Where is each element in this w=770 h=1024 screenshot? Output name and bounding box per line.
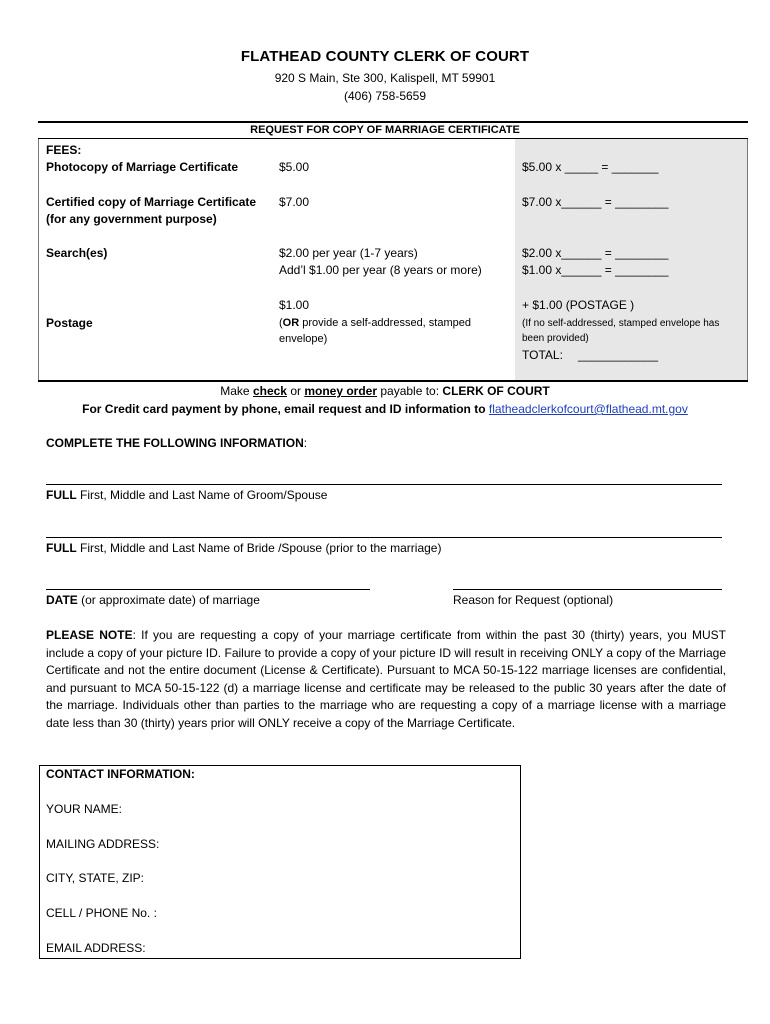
phone-label[interactable]: CELL / PHONE No. :: [46, 906, 157, 920]
top-rule: [38, 121, 748, 123]
fee-calc-postage: + $1.00 (POSTAGE ): [522, 298, 635, 312]
fee-label-photocopy: Photocopy of Marriage Certificate: [46, 160, 239, 174]
fee-label-search: Search(es): [46, 246, 108, 260]
reason-label: Reason for Request (optional): [453, 593, 614, 607]
fee-price-postage: $1.00: [279, 298, 310, 312]
money-order-text: money order: [304, 384, 378, 398]
payable-to-line: Make check or money order payable to: CLERK OF COURT: [220, 384, 550, 398]
fees-heading: FEES:: [46, 143, 82, 157]
please-note: PLEASE NOTE: If you are requesting a copy of your marriage certificate from within the past 30 (thirty) years, you MUST include a copy of your picture ID. Failure to provide a copy of your picture ID will result in receiving ONLY a copy of the Marriage Certificate and not the entire document (License & Certificate). Pursuant to MCA 50-15-122 marriage licenses are confidential, and pursuant to MCA 50-15-122 (d) a marriage license and certificate may be released to the public 30 years after the date of the marriage. Individuals other than parties to the marriage who are requesting a copy of a marriage license with a marriage date less than 30 (thirty) years prior will ONLY receive a copy of the Marriage Certificate.: [46, 628, 727, 730]
bride-name-label: FULL First, Middle and Last Name of Bride /Spouse (prior to the marriage): [46, 541, 442, 555]
credit-card-line: For Credit card payment by phone, email request and ID information to flatheadclerkofcourt@flathead.mt.gov: [82, 402, 688, 416]
fee-price-search-additional: Add’l $1.00 per year (8 years or more): [279, 263, 482, 277]
fee-price-postage-note-2: envelope): [279, 333, 328, 345]
fee-calc-postage-note: (If no self-addressed, stamped envelope has: [522, 318, 720, 329]
your-name-label[interactable]: YOUR NAME:: [46, 802, 123, 816]
fee-table-bottom-rule: [38, 380, 748, 382]
email-address-label[interactable]: EMAIL ADDRESS:: [46, 941, 146, 955]
groom-name-label: FULL First, Middle and Last Name of Groom/Spouse: [46, 488, 328, 502]
fee-price-certified: $7.00: [279, 195, 310, 209]
page-title: FLATHEAD COUNTY CLERK OF COURT: [240, 48, 530, 65]
bride-name-field[interactable]: [46, 537, 722, 538]
reason-field[interactable]: [453, 589, 722, 590]
fee-price-postage-note: (OR provide a self-addressed, stamped: [279, 317, 471, 329]
fee-calc-search-additional[interactable]: $1.00 x______ = ________: [522, 263, 669, 277]
contact-heading: CONTACT INFORMATION:: [46, 767, 195, 781]
total-label: TOTAL:: [522, 348, 563, 362]
fee-price-photocopy: $5.00: [279, 160, 310, 174]
total-field[interactable]: ____________: [578, 348, 659, 362]
contact-info-box: [39, 765, 521, 959]
info-heading: COMPLETE THE FOLLOWING INFORMATION:: [46, 436, 308, 450]
fee-table-top-rule: [38, 138, 748, 139]
request-title: REQUEST FOR COPY OF MARRIAGE CERTIFICATE: [250, 124, 520, 136]
fee-label-certified: Certified copy of Marriage Certificate: [46, 195, 257, 209]
marriage-date-label: DATE (or approximate date) of marriage: [46, 593, 260, 607]
fee-calc-postage-note-2: been provided): [522, 333, 589, 344]
fee-price-search: $2.00 per year (1-7 years): [279, 246, 418, 260]
mailing-address-label[interactable]: MAILING ADDRESS:: [46, 837, 160, 851]
fee-calc-photocopy[interactable]: $5.00 x _____ = _______: [522, 160, 659, 174]
fee-calc-search[interactable]: $2.00 x______ = ________: [522, 246, 669, 260]
marriage-date-field[interactable]: [46, 589, 370, 590]
clerk-address: 920 S Main, Ste 300, Kalispell, MT 59901: [274, 71, 496, 85]
groom-name-field[interactable]: [46, 484, 722, 485]
fee-label-postage: Postage: [46, 316, 93, 330]
check-text: check: [252, 384, 287, 398]
fee-calc-certified[interactable]: $7.00 x______ = ________: [522, 195, 669, 209]
fee-label-certified-note: (for any government purpose): [46, 212, 217, 226]
payee: CLERK OF COURT: [442, 384, 550, 398]
email-link[interactable]: flatheadclerkofcourt@flathead.mt.gov: [488, 402, 688, 416]
city-state-zip-label[interactable]: CITY, STATE, ZIP:: [46, 871, 145, 885]
clerk-phone: (406) 758-5659: [343, 89, 427, 103]
